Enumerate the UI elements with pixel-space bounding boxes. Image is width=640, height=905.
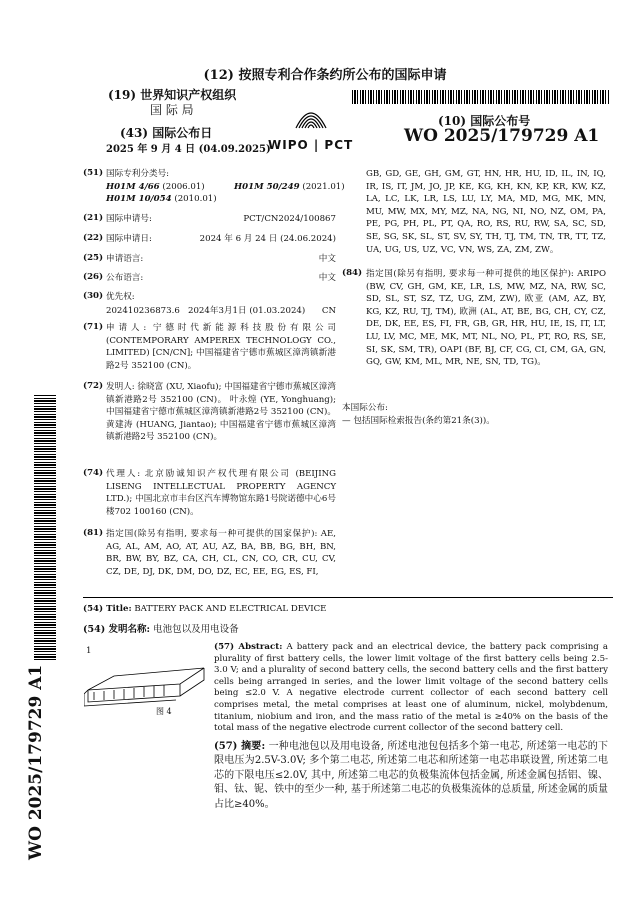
field-26-key: 公布语言: [106,273,144,283]
priority-date: 2024年3月1日 (01.03.2024) [188,306,306,316]
ipc-3: H01M 10/054 (2010.01) [106,194,217,204]
abstract-en: (57) Abstract: A battery pack and an electrical device, the battery pack comprising a plurality of first battery cells, the lower limit voltage of the first battery cells being 2.5-3.0 V; and a plurality of second battery cells, the second battery cells and the first battery cells being arranged in series, and the lower limit voltage of the second battery cells being ≤2.0 V. A negative electrode current collector of each second battery cell comprises metal, the metal comprises at least one of aluminum, nickel, molybdenum, titanium, niobium and iron, and the mass ratio of the metal is ≥40% on the basis of the total mass of the negative electrode current collector of the second battery cell. [214,642,608,734]
field-51-label: (51) [83,168,104,178]
vertical-pubno: WO 2025/179729 A1 [26,664,46,860]
field-22-label: (22) [83,233,104,243]
top-barcode [352,90,610,104]
inventor-text: 发明人: 徐晓富 (XU, Xiaofu); 中国福建省宁德市蕉城区漳湾镇新港路2号 352100 (CN)。 叶永煌 (YE, Yonghuang); 中国福建省宁德市蕉城区漳湾镇新港路2号 352100 (CN)。 黄建涛 (HUANG, Jiantao); 中国福建省宁德市蕉城区漳湾镇新港路2号 352100 (CN)。 [106,382,336,443]
regional-states-text: 指定国(除另有指明, 要求每一种可提供的地区保护): ARIPO (BW, CV, GH, GM, KE, LR, LS, MW, MZ, NA, RW, SC, SD, SL, ST, SZ, TZ, UG, ZM, ZW), 欧亚 (AM, AZ, BY, KG, KZ, RU, TJ, TM), 欧洲 (AL, AT, BE, BG, CH, CY, CZ, DE, DK, EE, ES, FI, FR, GB, GR, HR, HU, IE, IS, IT, LT, LU, LV, MC, ME, MK, MT, NL, NO, PL, PT, RO, RS, SE, SI, SK, SM, TR), OAPI (BF, BJ, CF, CG, CI, CM, GA, GN, GQ, GW, KM, ML, MR, NE, SN, TD, TG)。 [366,269,606,368]
priority-country: CN [321,306,336,316]
field-30-key: 优先权: [106,292,135,302]
field-22-key: 国际申请日: [106,234,152,244]
priority-number: 202410236873.6 [106,306,180,316]
field-51-title: 国际专利分类号: [106,169,170,179]
org-line2: 国 际 局 [150,103,194,117]
ipc-1: H01M 4/66 (2006.01) [106,182,205,192]
applicant-text: 申请人: 宁德时代新能源科技股份有限公司 (CONTEMPORARY AMPEREX TECHNOLOGY CO., LIMITED) [CN/CN]; 中国福建省宁德市蕉城区漳湾镇新港路2号 352100 (CN)。 [106,323,336,371]
designated-states-continued: GB, GD, GE, GH, GM, GT, HN, HR, HU, ID, IL, IN, IQ, IR, IS, IT, JM, JO, JP, KE, KG, KH, KN, KP, KR, KW, KZ, LA, LC, LK, LR, LS, LU, LY, MA, MD, MG, MK, MN, MU, MW, MX, MY, MZ, NA, NG, NI, NO, NZ, OM, PA, PE, PG, PH, PL, PT, QA, RO, RS, RU, RW, SA, SC, SD, SE, SG, SK, SL, ST, SV, SY, TH, TJ, TM, TN, TR, TT, TZ, UA, UG, US, UZ, VC, VN, WS, ZA, ZM, ZW。 [366,169,606,255]
pubno-value: WO 2025/179729 A1 [404,126,600,146]
title-cn: (54) 发明名称: 电池包以及用电设备 [83,624,239,635]
field-74-label: (74) [83,468,104,478]
publication-item: — 包括国际检索报告(条约第21条(3))。 [342,416,495,426]
field-72-label: (72) [83,381,104,391]
field-22-value: 2024 年 6 月 24 日 (24.06.2024) [199,234,336,244]
field-26-value: 中文 [318,273,336,283]
section-divider [83,597,613,598]
pubdate-value: 2025 年 9 月 4 日 (04.09.2025) [106,144,271,155]
ipc-2: H01M 50/249 (2021.01) [234,182,345,192]
field-21-value: PCT/CN2024/100867 [243,214,336,224]
wipo-emblem-icon [266,94,356,134]
org-line1: (19) 世界知识产权组织 [108,88,237,102]
abstract-cn: (57) 摘要: 一种电池包以及用电设备, 所述电池包包括多个第一电芯, 所述第一电芯的下限电压为2.5V-3.0V; 多个第二电芯, 所述第二电芯和所述第一电芯串联设置, 所述第二电芯的下限电压≤2.0V, 其中, 所述第二电芯的负极集流体包括金属, 所述金属包括铝、镍、钼、钛、铌、铁中的至少一种, 基于所述第二电芯的负极集流体的总质量, 所述金属的质量占比≥40%。 [214,741,608,810]
figure-ref: 1 [86,646,92,656]
field-71-label: (71) [83,322,104,332]
pubdate-label: (43) 国际公布日 [120,126,213,140]
wipo-logo-text: WIPO | PCT [268,138,354,152]
battery-pack-figure [84,658,208,714]
publication-title: 本国际公布: [342,403,388,413]
field-25-label: (25) [83,253,104,263]
field-25-key: 申请语言: [106,254,144,264]
figure-caption: 图 4 [156,707,172,716]
field-84-label: (84) [342,268,363,278]
field-25-value: 中文 [318,254,336,264]
field-81-label: (81) [83,528,104,538]
designated-states-text: 指定国(除另有指明, 要求每一种可提供的国家保护): AE, AG, AL, AM, AO, AT, AU, AZ, BA, BB, BG, BH, BN, BR, BW, BY, BZ, CA, CH, CL, CN, CO, CR, CU, CV, CZ, DE, DJ, DK, DM, DO, DZ, EC, EE, EG, ES, FI, [106,529,336,577]
pubno-label: (10) 国际公布号 [438,114,531,128]
field-26-label: (26) [83,272,104,282]
agent-text: 代理人: 北京励诚知识产权代理有限公司 (BEIJING LISENG INTELLECTUAL PROPERTY AGENCY LTD.); 中国北京市丰台区汽车博物馆东路1号院诺德中心6号楼702 100160 (CN)。 [106,469,336,517]
field-21-label: (21) [83,213,104,223]
field-21-key: 国际申请号: [106,214,152,224]
field-30-label: (30) [83,291,104,301]
title-en: (54) Title: BATTERY PACK AND ELECTRICAL DEVICE [83,604,327,614]
document-title: (12) 按照专利合作条约所公布的国际申请 [203,68,447,83]
